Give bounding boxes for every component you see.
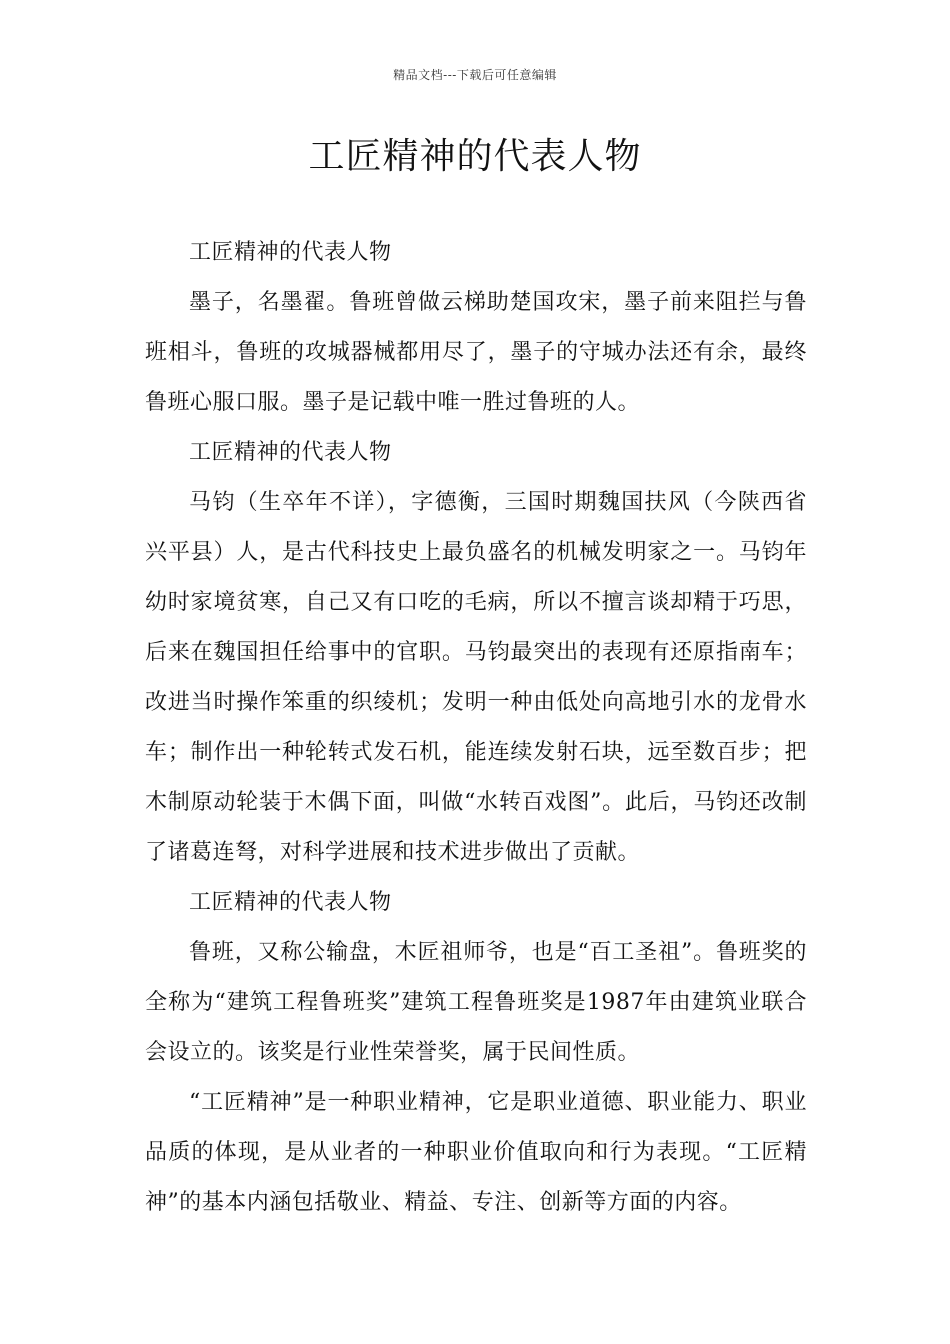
header-note: 精品文档---下载后可任意编辑: [393, 68, 557, 82]
document-body: [145, 228, 807, 1228]
paragraph-craftsman-spirit: “工匠精神”是一种职业精神，它是职业道德、职业能力、职业品质的体现，是从业者的一种职业价值取向和行为表现。“工匠精神”的基本内涵包括敬业、精益、专注、创新等方面的内容。: [145, 1090, 807, 1215]
section-heading-1: 工匠精神的代表人物: [189, 240, 392, 265]
paragraph-luban: 鲁班，又称公输盘，木匠祖师爷，也是“百工圣祖”。鲁班奖的全称为“建筑工程鲁班奖”建筑工程鲁班奖是1987年由建筑业联合会设立的。该奖是行业性荣誉奖，属于民间性质。: [145, 940, 807, 1065]
paragraph-mozi: 墨子，名墨翟。鲁班曾做云梯助楚国攻宋，墨子前来阻拦与鲁班相斗，鲁班的攻城器械都用尽了，墨子的守城办法还有余，最终鲁班心服口服。墨子是记载中唯一胜过鲁班的人。: [145, 290, 807, 415]
document-title: 工匠精神的代表人物: [308, 136, 642, 177]
paragraph-majun: 马钧（生卒年不详），字德衡，三国时期魏国扶风（今陕西省兴平县）人，是古代科技史上最负盛名的机械发明家之一。马钧年幼时家境贫寒，自己又有口吃的毛病，所以不擅言谈却精于巧思，后来在魏国担任给事中的官职。马钧最突出的表现有还原指南车；改进当时操作笨重的织绫机；发明一种由低处向高地引水的龙骨水车；制作出一种轮转式发石机，能连续发射石块，远至数百步；把木制原动轮装于木偶下面，叫做“水转百戏图”。此后，马钧还改制了诸葛连弩，对科学进展和技术进步做出了贡献。: [145, 490, 807, 865]
section-heading-3: 工匠精神的代表人物: [189, 890, 392, 915]
section-heading-2: 工匠精神的代表人物: [189, 440, 392, 465]
